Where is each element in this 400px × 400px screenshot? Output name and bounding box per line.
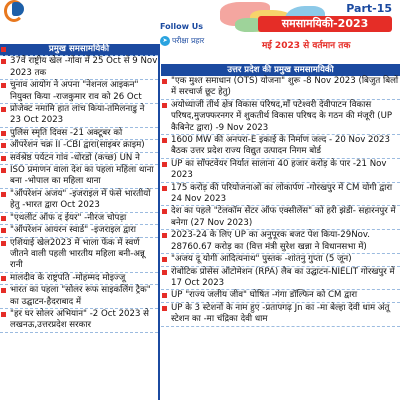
- list-item: चुनाव आयोग ने अपना "नेशनल आइकन" नियुक्त किया -राजकुमार राव को 26 Oct: [0, 80, 158, 104]
- list-item: UP का सॉफ्टवेयर निर्यात सालाना 40 हजार करोड़ के पार -21 Nov 2023: [161, 159, 400, 183]
- list-item: "ऑपरेशन अजय" -इजराइल में फंसे भारतीयों हेतु -भारत द्वारा Oct 2023: [0, 189, 158, 213]
- channel-name: परीक्षा प्रहार: [172, 36, 205, 45]
- list-item: 1600 MW की अनपरा-E इकाई के निर्माण जल्द - 20 Nov 2023 बैठक उत्तर प्रदेश राज्य विद्युत उत्पादन निगम बोर्ड: [161, 135, 400, 159]
- list-item: भारत का पहला "सोलर रूफ साइकलिंग ट्रैक" का उद्घाटन-हैदराबाद में: [0, 285, 158, 309]
- page-title: समसामयिकी-2023: [258, 16, 392, 32]
- list-item: UP के 3 स्टेशनों के नाम हुए -प्रतापगढ़ Jn का -मा बेल्हा देवी धाम अंतू स्टेशन का -मा चंद्रिका देवी धाम: [161, 303, 400, 327]
- list-item: प्रोजेक्ट नमामि हात लांच किया-तमिलनाडु ने 23 Oct 2023: [0, 104, 158, 128]
- follow-channel[interactable]: [160, 36, 204, 46]
- list-item: अयोध्याजी तीर्थ क्षेत्र विकास परिषद,माँ पटेश्वरी देवीपाटन विकास परिषद,मुजफ्फरनगर में शुकतीर्थ विकास परिषद के गठन की मंजूरी (UP कैबिनेट द्वारा) -9 Nov 2023: [161, 100, 400, 135]
- list-item: मालदीव के राष्ट्रपति -मोहम्मद मोइज्जू: [0, 273, 158, 285]
- list-item: "ऑपरेशन आयरन स्वार्ड" -इजराइल द्वारा: [0, 225, 158, 237]
- list-item: एशियाई खेल2023 में भाला फेंक में स्वर्ण जीतने वाली पहली भारतीय महिला बनी-अन्नू रानी: [0, 238, 158, 273]
- page-subtitle: मई 2023 से वर्तमान तक: [262, 41, 351, 51]
- right-section-title: उत्तर प्रदेश की प्रमुख समसामयिकी: [161, 64, 400, 76]
- left-list: [0, 44, 158, 333]
- list-item: रोबोटिक प्रोसेस ऑटोमेशन (RPA) लैब का उद्घाटन-NIELIT गोरखपुर में 17 Oct 2023: [161, 267, 400, 291]
- list-item: UP "राज्य जलीय जीव" घोषित -गंगा डॉल्फिन को CM द्वारा: [161, 290, 400, 302]
- list-item: देश का पहले "टेलकॉम सेंटर ऑफ एक्सीलेंस" को हरी झंडी- सहारनपुर में बनेगा (27 Nov 2023): [161, 206, 400, 230]
- list-item: "एथलीट ऑफ द ईयर" -नीरज चोपड़ा: [0, 213, 158, 225]
- list-item: पुलिस स्मृति दिवस -21 अक्टूबर को: [0, 128, 158, 140]
- logo-icon: [2, 0, 30, 22]
- column-divider: [158, 44, 160, 400]
- list-item: "अजय दू योगी आदित्यनाथ" पुस्तक -शांतनु गुप्ता (5 जून): [161, 254, 400, 266]
- list-item: ऑपरेशन चक्र II -CBI द्वारा(साइबर क्राइम): [0, 140, 158, 152]
- list-item: "एक मुश्त समाधान (OTS) योजना" शुरू -8 Nov 2023 (बिजुत बिलों में सरचार्ज छूट हेतु): [161, 76, 400, 100]
- list-item: 2023-24 के लिए UP का अनुपूरक बजट पेश किया-29Nov. 28760.67 करोड़ का (वित्त मंत्री सुरेश खन्ना ने विधानसभा में): [161, 230, 400, 254]
- telegram-icon: ➤: [160, 36, 170, 46]
- follow-label: [160, 22, 203, 31]
- part-label: Part-15: [346, 2, 392, 15]
- list-item: सर्वश्रेष्ठ पर्यटन गांव -धोरडो (कच्छ) UN ने: [0, 153, 158, 165]
- list-item: 175 करोड़ की परियोजनाओं का लोकार्पण -गोरखपुर में CM योगी द्वारा 24 Nov 2023: [161, 183, 400, 207]
- right-list: [161, 76, 400, 327]
- left-section-title: प्रमुख समसामयिकी: [0, 44, 158, 56]
- list-item: ISO प्रमाणन वाला देश का पहला महिला थाना बना -भोपाल का महिला थाना: [0, 165, 158, 189]
- follow-text: Follow Us: [160, 22, 204, 31]
- list-item: 37वें राष्ट्रीय खेल -गोवा में 25 Oct से 9 Nov 2023 तक: [0, 56, 158, 80]
- list-item: "हर घर सोलर अभियान" -2 Oct 2023 से लखनऊ,उत्तरप्रदेश सरकार: [0, 309, 158, 333]
